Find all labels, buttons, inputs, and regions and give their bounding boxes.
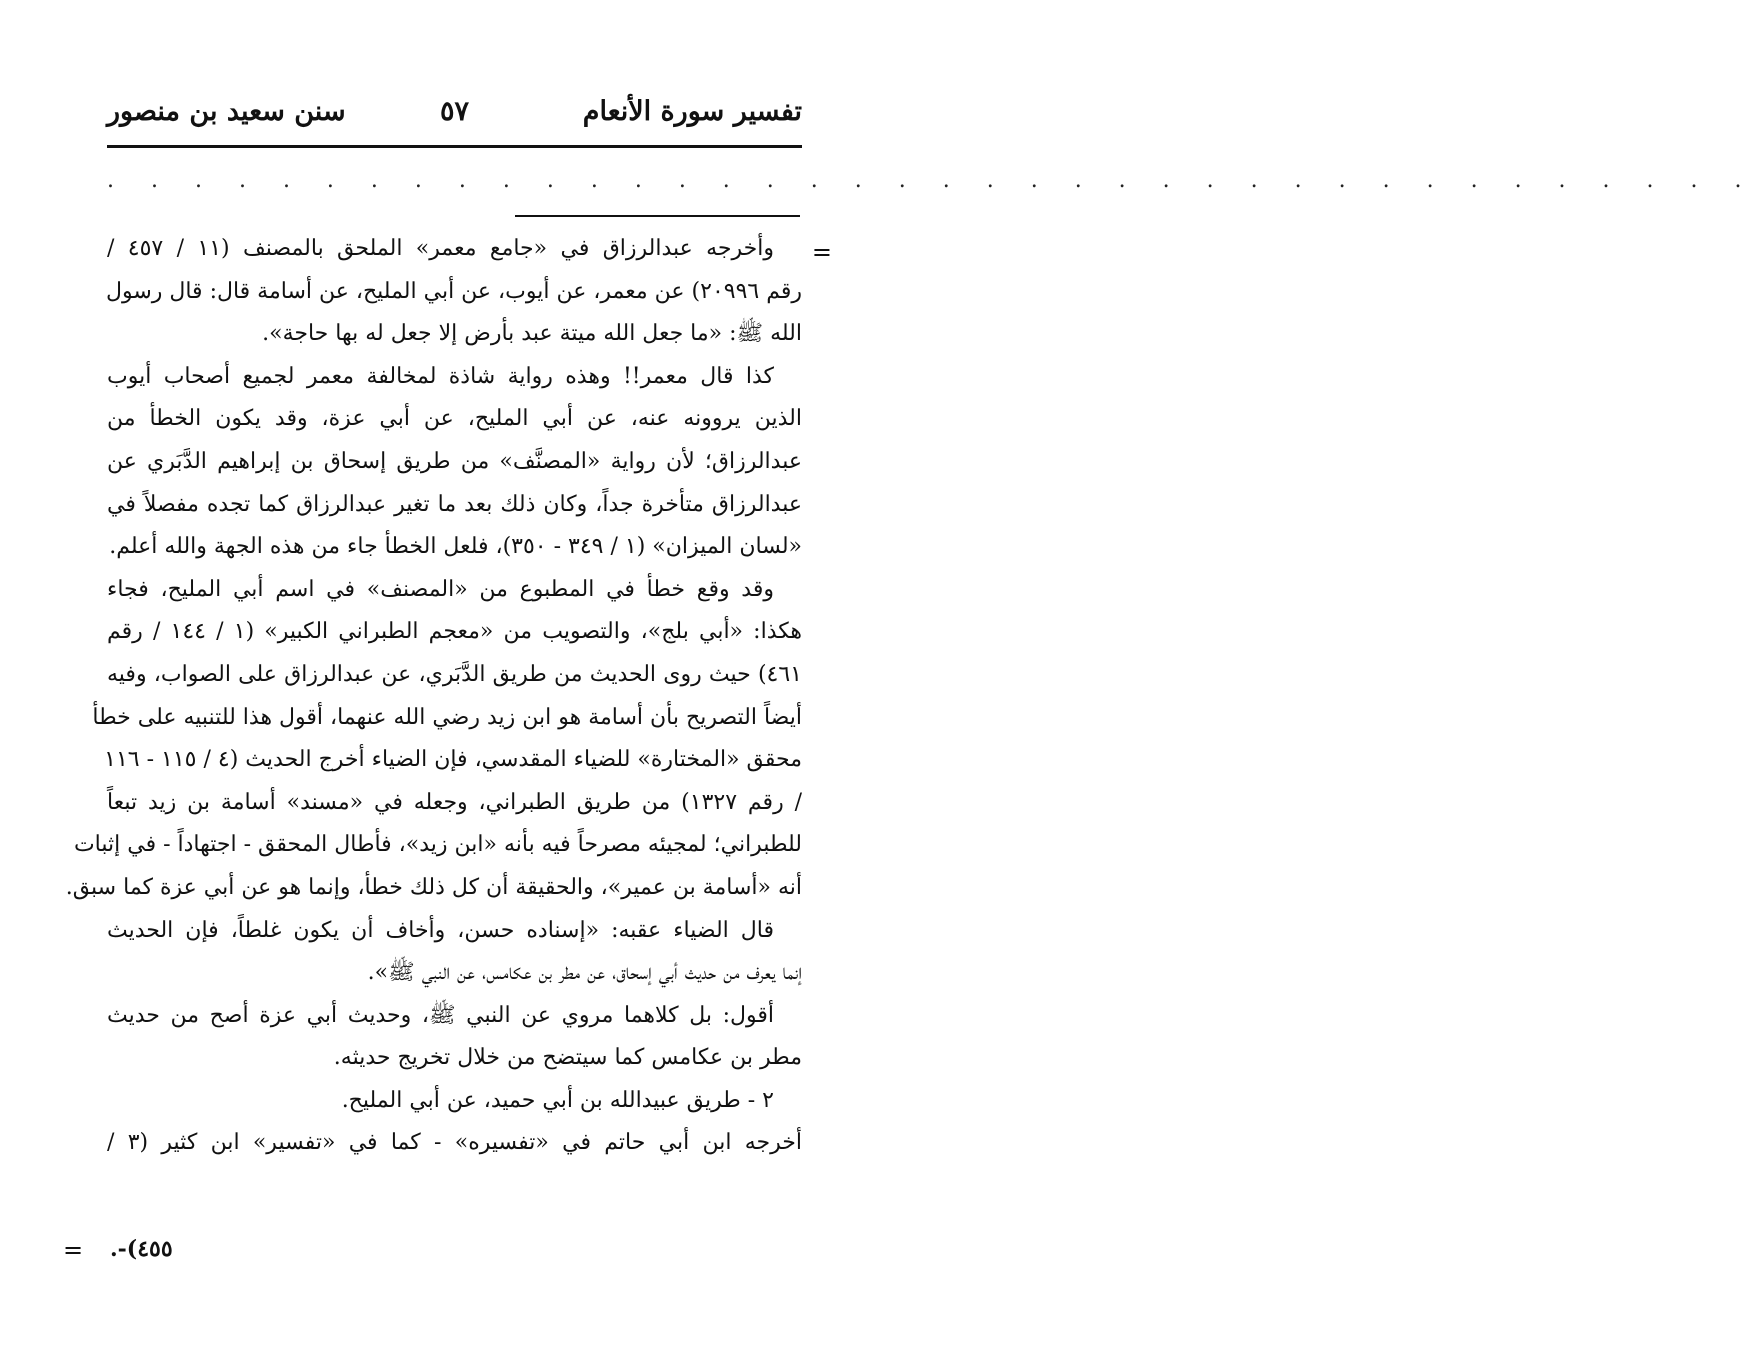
text-line: «لسان الميزان» (١ / ٣٤٩ - ٣٥٠)، فلعل الخطأ جاء من هذه الجهة والله أعلم.	[109, 534, 802, 560]
text-line: للطبراني؛ لمجيئه مصرحاً فيه بأنه «ابن زيد»، فأطال المحقق - اجتهاداً - في إثبات	[73, 832, 802, 858]
separator-dots: . . . . . . . . . . . . . . . . . . . . . . . . . . . . . . . . . . . . . .	[107, 168, 1757, 193]
text-line: أنه «أسامة بن عمير»، والحقيقة أن كل ذلك خطأ، وإنما هو عن أبي عزة كما سبق.	[65, 874, 802, 900]
text-line: وقد وقع خطأ في المطبوع من «المصنف» في اسم أبي المليح، فجاء	[107, 576, 774, 602]
text-line: مطر بن عكامس كما سيتضح من خلال تخريج حديثه.	[333, 1045, 802, 1071]
continuation-mark-bottom: =	[63, 1236, 84, 1264]
text-line: إنما يعرف من حديث أبي إسحاق، عن مطر بن عكامس، عن النبي ﷺ».	[367, 960, 802, 986]
text-line: قال الضياء عقبه: «إسناده حسن، وأخاف أن يكون غلطاً، فإن الحديث	[107, 917, 774, 943]
text-line: هكذا: «أبي بلج»، والتصويب من «معجم الطبراني الكبير» (١ / ١٤٤ / رقم	[107, 619, 802, 645]
text-line: رقم ٢٠٩٩٦) عن معمر، عن أيوب، عن أبي المليح، عن أسامة قال: قال رسول	[105, 278, 802, 304]
text-line: ٤٦١) حيث روى الحديث من طريق الدَّبَري، عن عبدالرزاق على الصواب، وفيه	[107, 661, 802, 687]
text-line: أقول: بل كلاهما مروي عن النبي ﷺ، وحديث أبي عزة أصح من حديث	[107, 1002, 774, 1028]
page-number: ٥٧	[440, 96, 470, 127]
continuation-mark-top: =	[811, 238, 832, 266]
book-title: سنن سعيد بن منصور	[107, 96, 346, 127]
text-line: أيضاً التصريح بأن أسامة هو ابن زيد رضي الله عنهما، أقول هذا للتنبيه على خطأ	[92, 704, 802, 730]
chapter-title: تفسير سورة الأنعام	[582, 96, 802, 127]
text-line: أخرجه ابن أبي حاتم في «تفسيره» - كما في «تفسير» ابن كثير (٣ /	[107, 1130, 803, 1156]
footnote-continuation: ٤٥٥)-.	[110, 1236, 173, 1262]
text-line: كذا قال معمر!! وهذه رواية شاذة لمخالفة معمر لجميع أصحاب أيوب	[107, 363, 774, 389]
text-line: ٢ - طريق عبيدالله بن أبي حميد، عن أبي المليح.	[341, 1087, 774, 1113]
header-rule	[107, 145, 802, 148]
text-line: عبدالرزاق؛ لأن رواية «المصنَّف» من طريق إسحاق بن إبراهيم الدَّبَري عن	[107, 448, 802, 474]
text-line: وأخرجه عبدالرزاق في «جامع معمر» الملحق بالمصنف (١١ / ٤٥٧ /	[107, 236, 775, 261]
text-line: / رقم ١٣٢٧) من طريق الطبراني، وجعله في «مسند» أسامة بن زيد تبعاً	[107, 789, 802, 815]
text-line: عبدالرزاق متأخرة جداً، وكان ذلك بعد ما تغير عبدالرزاق كما تجده مفصلاً في	[107, 491, 802, 517]
footnote-rule	[515, 215, 800, 217]
text-line: الله ﷺ: «ما جعل الله ميتة عبد بأرض إلا جعل له بها حاجة».	[262, 321, 802, 347]
text-line: محقق «المختارة» للضياء المقدسي، فإن الضياء أخرج الحديث (٤ / ١١٥ - ١١٦	[104, 747, 802, 773]
footnote-body	[65, 228, 803, 1165]
text-line: الذين يروونه عنه، عن أبي المليح، عن أبي عزة، وقد يكون الخطأ من	[107, 406, 802, 432]
